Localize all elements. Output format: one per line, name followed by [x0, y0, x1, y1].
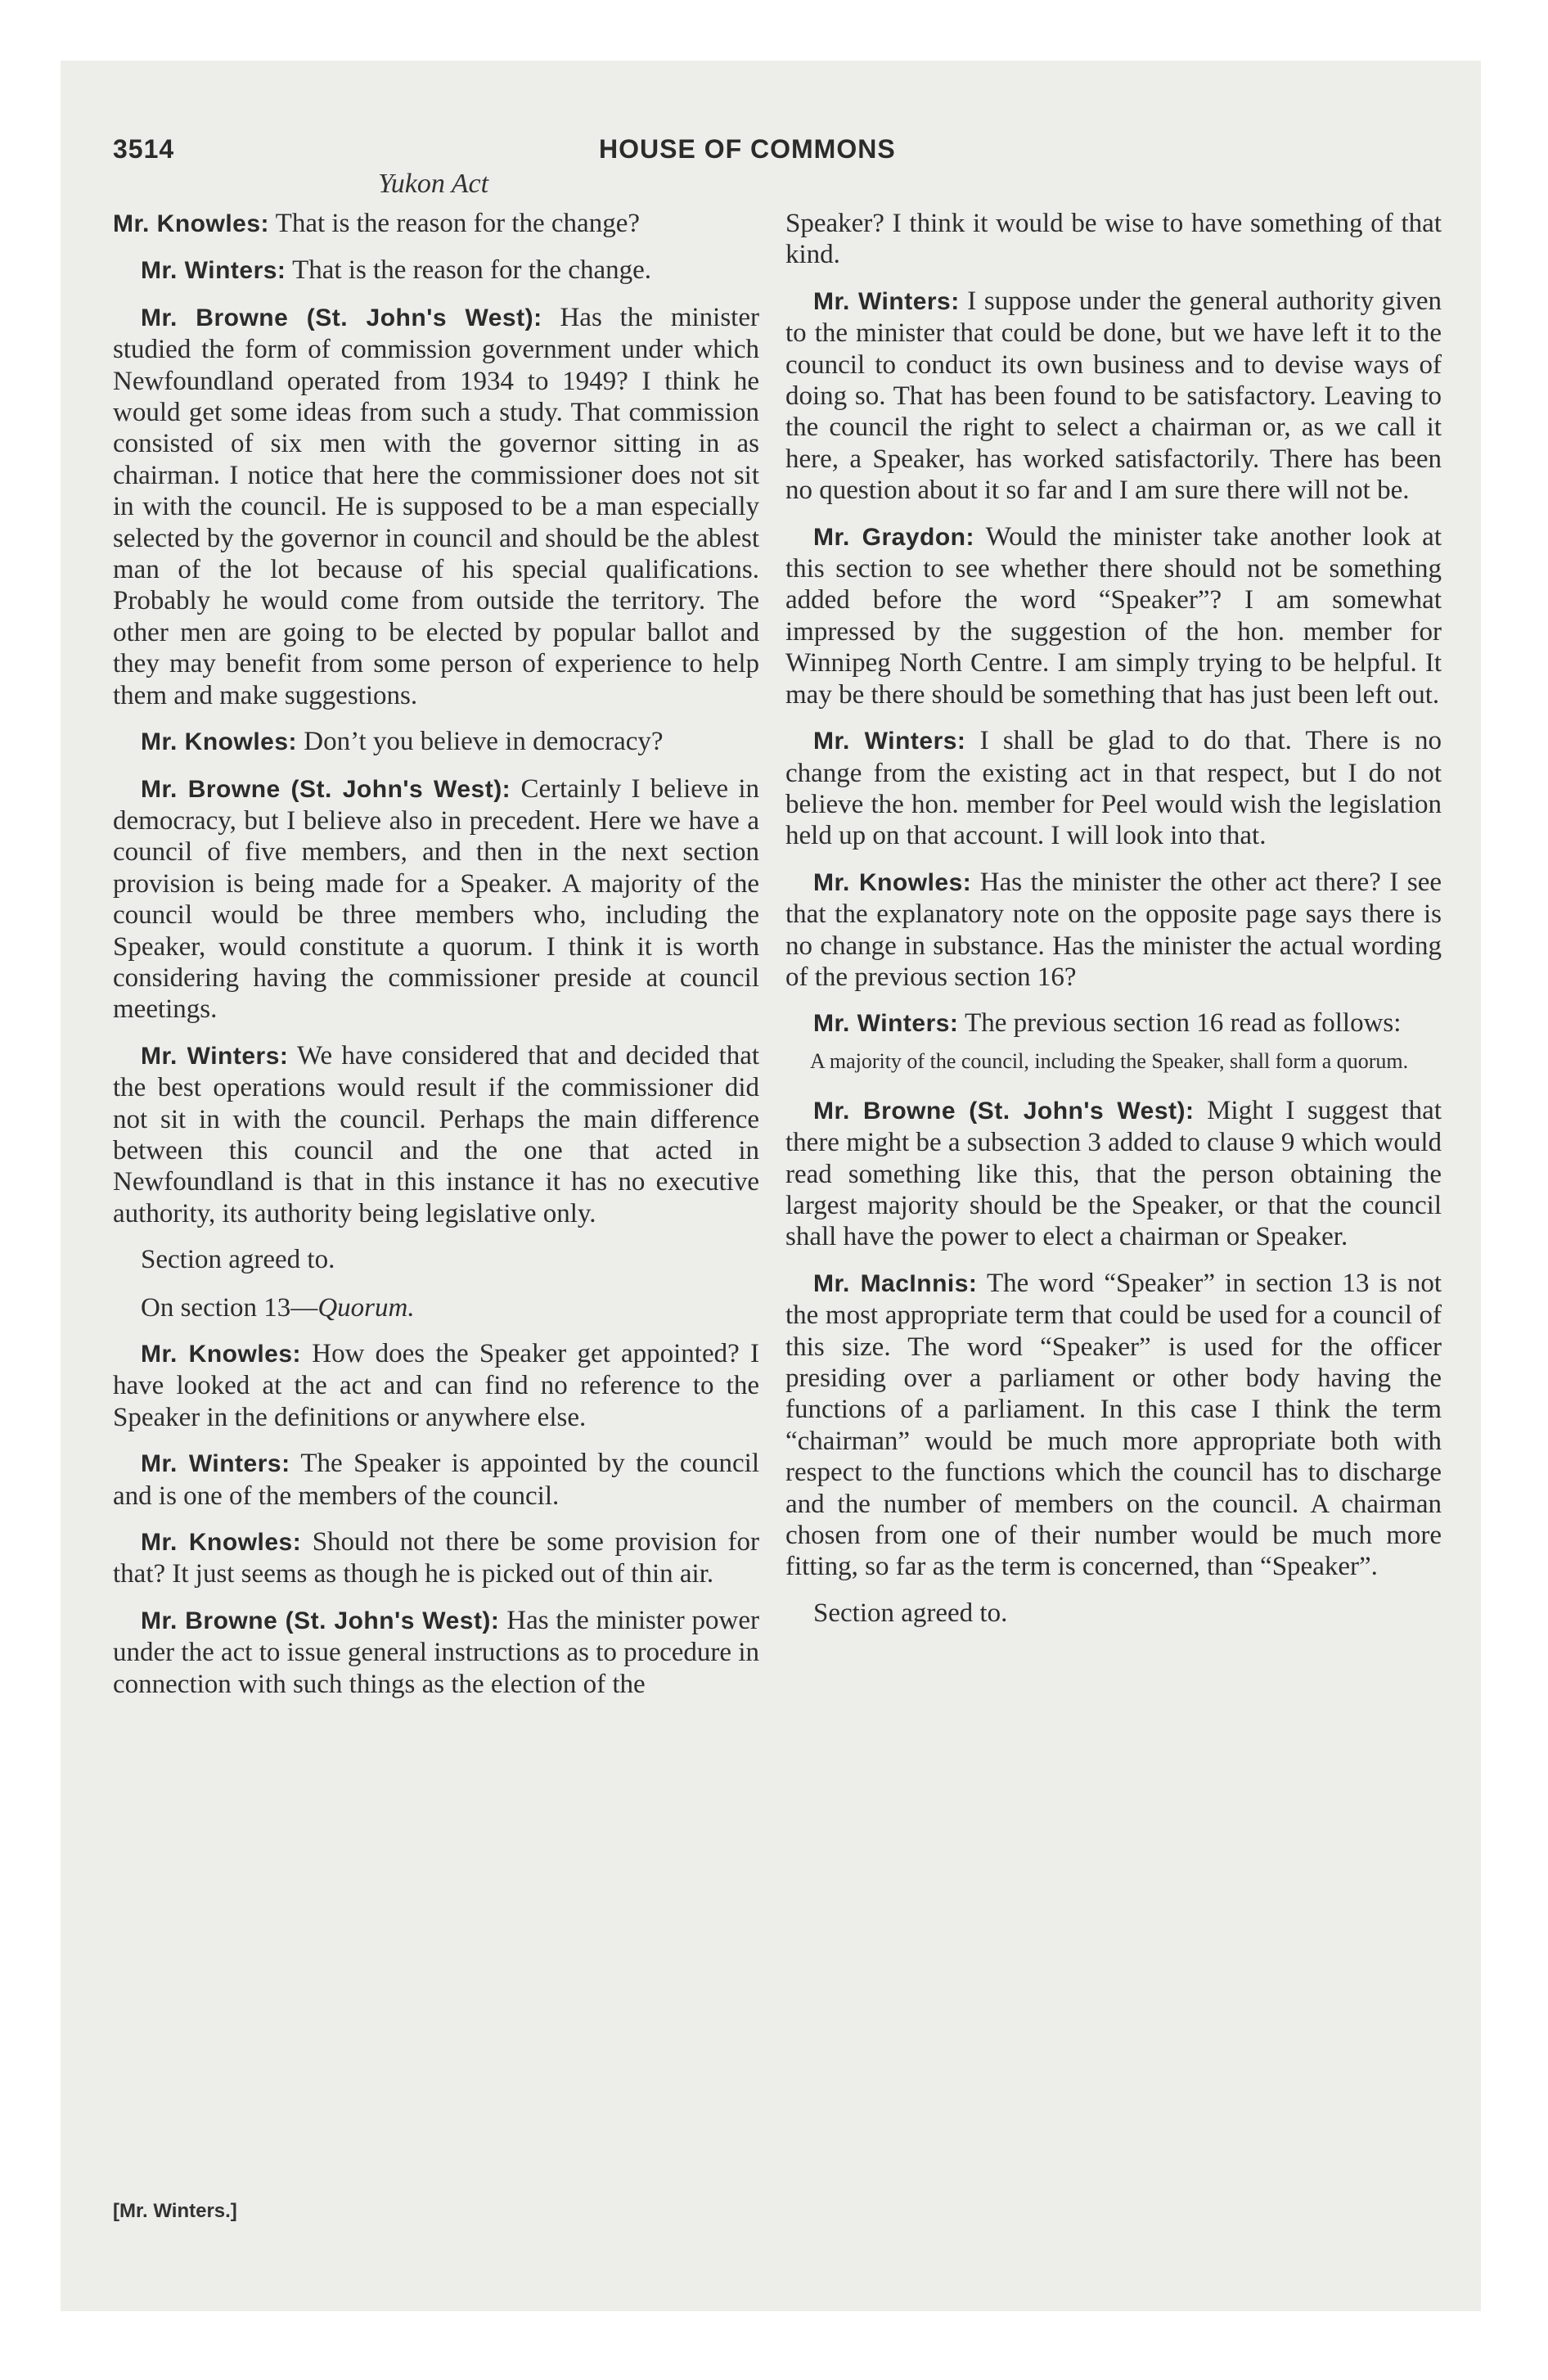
speech-text: I shall be glad to do that. There is no change from the existing act in that respect, but I do not believe the hon. member for Peel would wish the legislation held up on that account. I will look into that.	[785, 726, 1442, 851]
paragraph	[785, 1268, 1442, 1583]
paragraph	[113, 726, 759, 758]
speech-text: Has the minister power under the act to issue general instructions as to procedure in connection with such things as the election of the	[113, 1605, 759, 1699]
paragraph	[113, 1448, 759, 1512]
paragraph	[113, 255, 759, 286]
speech-text: Don’t you believe in democracy?	[297, 727, 664, 757]
speech-text: I suppose under the general authority given to the minister that could be done, but we have left it to the council to conduct its own business and to devise ways of doing so. That has been found to be satisfactory. Leaving to the council the right to select a chairman or, as we call it here, a Speaker, has worked satisfactorily. There has been no question about it so far and I am sure there will not be.	[785, 286, 1442, 506]
speech-text: The word “Speaker” in section 13 is not the most appropriate term that could be used for a council of this size. The word “Speaker” is used for the officer presiding over a parliament or other body having the functions of a parliament. In this case I think the term “chairman” would be much more appropriate both with respect to the functions which the council has to discharge and the number of members on the council. A chairman chosen from one of their number would be much more fitting, so far as the term is concerned, than “Speaker”.	[785, 1268, 1442, 1582]
section-agreed	[785, 1598, 1442, 1629]
paragraph	[785, 1007, 1442, 1039]
speaker-name: Mr. Winters:	[141, 257, 286, 285]
speech-text: Speaker? I think it would be wise to have something of that kind.	[785, 209, 1442, 270]
paragraph	[113, 1338, 759, 1433]
speaker-name: Mr. Knowles:	[141, 1341, 302, 1368]
page-number: 3514	[113, 134, 175, 164]
section-heading	[113, 1292, 759, 1323]
paragraph	[113, 1526, 759, 1590]
speaker-name: Mr. Knowles:	[141, 1529, 302, 1557]
page-title: HOUSE OF COMMONS	[599, 134, 896, 164]
section-title: Quorum.	[317, 1292, 415, 1323]
speech-text: Certainly I believe in democracy, but I believe also in precedent. Here we have a council of five members, and then in the next section provision is being made for a Speaker. A majority of the council would be three members who, including the Speaker, would constitute a quorum. I think it is worth considering having the commissioner preside at council meetings.	[113, 773, 759, 1025]
speaker-name: Mr. Knowles:	[113, 210, 270, 237]
speaker-name: Mr. Browne (St. John's West):	[141, 775, 511, 803]
paragraph	[113, 208, 759, 240]
paragraph	[113, 773, 759, 1025]
paragraph	[785, 286, 1442, 507]
speech-text: That is the reason for the change.	[286, 255, 651, 286]
paragraph	[113, 302, 759, 711]
speech-text: Would the minister take another look at this section to see whether there should not be something added before the word “Speaker”? I am somewhat impressed by the suggestion of the hon. member for Winnipeg North Centre. I am simply trying to be helpful. It may be there should be something that has just been left out.	[785, 521, 1442, 710]
speaker-name: Mr. Knowles:	[141, 728, 298, 756]
speaker-name: Mr. Winters:	[813, 728, 966, 755]
section-agreed	[113, 1244, 759, 1275]
speech-text: Should not there be some provision for that? It just seems as though he is picked out of thin air.	[113, 1527, 759, 1589]
speech-text: Has the minister studied the form of commission government under which Newfoundland operated from 1934 to 1949? I think he would get some ideas from such a study. That commission consisted of six men with the governor sitting in as chairman. I notice that here the commissioner does not sit in with the council. He is supposed to be a man especially selected by the governor in council and should be the ablest man of the lot because of his special qualifications. Probably he would come from outside the territory. The other men are going to be elected by popular ballot and they may benefit from some person of experience to help them and make suggestions.	[113, 302, 759, 710]
speaker-name: Mr. Knowles:	[813, 868, 972, 896]
speech-text: We have considered that and decided that the best operations would result if the commissioner did not sit in with the council. Perhaps the main difference between this council and the one that acted in Newfoundland is that in this instance it has no executive authority, its authority being legislative only.	[113, 1040, 760, 1228]
quoted-text: A majority of the council, including the Speaker, shall form a quorum.	[810, 1048, 1409, 1073]
speaker-name: Mr. Browne (St. John's West):	[141, 304, 542, 331]
speech-text: Section agreed to.	[813, 1598, 1008, 1628]
speech-text: Section agreed to.	[141, 1245, 335, 1275]
left-column	[113, 208, 759, 1715]
speech-text: How does the Speaker get appointed? I have looked at the act and can find no reference to the Speaker in the definitions or anywhere else.	[113, 1339, 759, 1432]
paragraph	[785, 725, 1442, 852]
speaker-name: Mr. Winters:	[813, 1010, 959, 1038]
speaker-name: Mr. Winters:	[813, 287, 960, 315]
right-column	[785, 208, 1442, 1643]
speech-text: Might I suggest that there might be a subsection 3 added to clause 9 which would read something like this, that the person obtaining the largest majority should be the Speaker, or that the council shall have the power to elect a chairman or Speaker.	[785, 1095, 1442, 1252]
section-label: On section 13—	[141, 1292, 318, 1323]
paragraph-continued	[785, 208, 1442, 271]
paragraph	[785, 521, 1442, 710]
speech-text: That is the reason for the change?	[269, 209, 640, 238]
speech-text: The Speaker is appointed by the council and is one of the members of the council.	[113, 1449, 759, 1511]
paragraph	[785, 1095, 1442, 1253]
speaker-name: Mr. Winters:	[141, 1450, 290, 1478]
paragraph	[113, 1040, 759, 1229]
footer-speaker: [Mr. Winters.]	[113, 2200, 237, 2222]
speaker-name: Mr. Browne (St. John's West):	[813, 1097, 1195, 1125]
paragraph	[785, 867, 1442, 994]
speaker-name: Mr. MacInnis:	[813, 1269, 978, 1297]
paragraph	[113, 1605, 759, 1700]
speaker-name: Mr. Graydon:	[813, 523, 974, 551]
speaker-name: Mr. Winters:	[141, 1042, 289, 1070]
running-subtitle: Yukon Act	[378, 169, 489, 199]
speech-text: The previous section 16 read as follows:	[958, 1008, 1402, 1039]
speech-text: Has the minister the other act there? I see that the explanatory note on the opposite page says there is no change in substance. Has the minister the actual wording of the previous section 16?	[785, 867, 1442, 992]
speaker-name: Mr. Browne (St. John's West):	[141, 1607, 500, 1634]
